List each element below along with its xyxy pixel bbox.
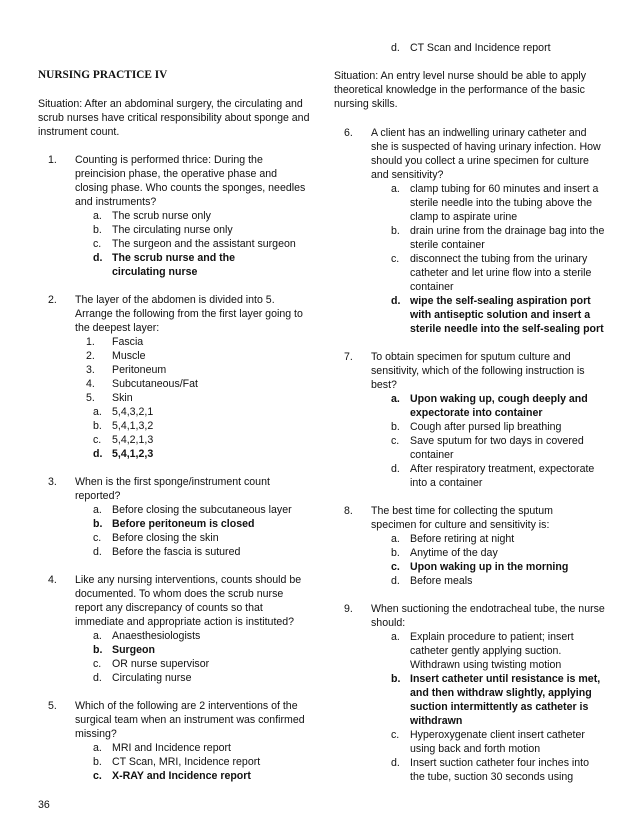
option-c: c. disconnect the tubing from the urinary catheter and let urine flow into a sterile container [391, 253, 592, 293]
option-d: d. Before meals [391, 575, 473, 587]
option-b: b. CT Scan, MRI, Incidence report [93, 756, 261, 768]
option-d-answer: d. wipe the self-sealing aspiration port with antiseptic solution and insert a sterile needle into the self-sealing port [391, 295, 604, 335]
question-6 [344, 126, 606, 336]
option-c: c. Save sputum for two days in covered container [391, 435, 584, 461]
question-text: The best time for collecting the sputum specimen for culture and sensitivity is: [371, 505, 553, 531]
question-number: 3. [48, 476, 57, 488]
option-b-answer: b. Surgeon [93, 644, 155, 656]
option-a: a. 5,4,3,2,1 [93, 406, 154, 418]
option-a: a. Before retiring at night [391, 533, 515, 545]
question-text: Counting is performed thrice: During the preincision phase, the operative phase and closing phase. Who counts the sponges, needles and instruments? [75, 154, 306, 208]
question-5 [48, 699, 310, 783]
layer-item: 4. Subcutaneous/Fat [86, 378, 198, 390]
question-text: The layer of the abdomen is divided into 5. Arrange the following from the first layer going to the deepest layer: [75, 294, 303, 334]
question-number: 1. [48, 154, 57, 166]
option-c-answer: c. Upon waking up in the morning [391, 561, 569, 573]
option-a: a. clamp tubing for 60 minutes and insert a sterile needle into the tubing above the clamp to aspirate urine [391, 183, 599, 223]
option-d: d. Insert suction catheter four inches into the tube, suction 30 seconds using [391, 757, 590, 783]
question-8 [344, 504, 606, 588]
option-d: d. After respiratory treatment, expectorate into a container [391, 463, 595, 489]
option-a: a. Before closing the subcutaneous layer [93, 504, 292, 516]
page-number: 36 [38, 799, 50, 811]
option-c: c. The surgeon and the assistant surgeon [93, 238, 296, 250]
question-4 [48, 573, 310, 685]
question-1 [48, 153, 310, 279]
option-d: d. Before the fascia is sutured [93, 546, 241, 558]
question-number: 8. [344, 505, 353, 517]
question-text: When is the first sponge/instrument count reported? [75, 476, 270, 502]
option-b: b. The circulating nurse only [93, 224, 233, 236]
question-text: When suctioning the endotracheal tube, the nurse should: [371, 603, 605, 629]
option-b-answer: b. Insert catheter until resistance is met, and then withdraw slightly, applying suction intermittently as catheter is withdrawn [391, 673, 601, 727]
layer-item: 2. Muscle [86, 350, 146, 362]
layer-item: 3. Peritoneum [86, 364, 167, 376]
question-number: 4. [48, 574, 57, 586]
question-number: 9. [344, 603, 353, 615]
question-2 [48, 293, 310, 461]
question-3 [48, 475, 310, 559]
option-a: a. The scrub nurse only [93, 210, 211, 222]
question-text: Which of the following are 2 interventions of the surgical team when an instrument was confirmed missing? [75, 700, 305, 740]
option-b: b. Anytime of the day [391, 547, 498, 559]
option-d: d. Circulating nurse [93, 672, 192, 684]
question-9 [344, 602, 606, 784]
option-b: b. drain urine from the drainage bag into the sterile container [391, 225, 605, 251]
option-c: c. OR nurse supervisor [93, 658, 210, 670]
option-d-answer: d. 5,4,1,2,3 [93, 448, 154, 460]
option-c: c. Hyperoxygenate client insert catheter using back and forth motion [391, 729, 585, 755]
option-b-answer: b. Before peritoneum is closed [93, 518, 255, 530]
question-number: 7. [344, 351, 353, 363]
right-situation: Situation: An entry level nurse should be able to apply theoretical knowledge in the performance of the basic nursing skills. [334, 70, 587, 110]
question-number: 6. [344, 127, 353, 139]
question-number: 5. [48, 700, 57, 712]
option-b: b. Cough after pursed lip breathing [391, 421, 562, 433]
layer-item: 5. Skin [86, 392, 133, 404]
page-title: NURSING PRACTICE IV [38, 69, 168, 81]
question-7 [344, 350, 606, 490]
option-c-answer: c. X-RAY and Incidence report [93, 770, 251, 782]
option-a-answer: a. Upon waking up, cough deeply and expectorate into container [391, 393, 588, 419]
question-text: To obtain specimen for sputum culture and sensitivity, which of the following instruction is best? [371, 351, 585, 391]
continued-option-d: d. CT Scan and Incidence report [391, 42, 551, 54]
option-c: c. 5,4,2,1,3 [93, 434, 154, 446]
option-c: c. Before closing the skin [93, 532, 219, 544]
question-text: Like any nursing interventions, counts should be documented. To whom does the scrub nurse report any discrepancy of counts so that immediate and appropriate action is instituted? [75, 574, 302, 628]
option-d-answer: d. The scrub nurse and the circulating nurse [93, 252, 236, 278]
option-b: b. 5,4,1,3,2 [93, 420, 154, 432]
layer-item: 1. Fascia [86, 336, 144, 348]
question-number: 2. [48, 294, 57, 306]
option-a: a. MRI and Incidence report [93, 742, 231, 754]
left-situation: Situation: After an abdominal surgery, the circulating and scrub nurses have critical responsibility about sponge and instrument count. [38, 98, 310, 138]
option-a: a. Explain procedure to patient; insert catheter gently applying suction. Withdrawn using twisting motion [391, 631, 574, 671]
option-a: a. Anaesthesiologists [93, 630, 201, 642]
question-text: A client has an indwelling urinary catheter and she is suspected of having urinary infection. How should you collect a urine specimen for culture and sensitivity? [371, 127, 601, 181]
